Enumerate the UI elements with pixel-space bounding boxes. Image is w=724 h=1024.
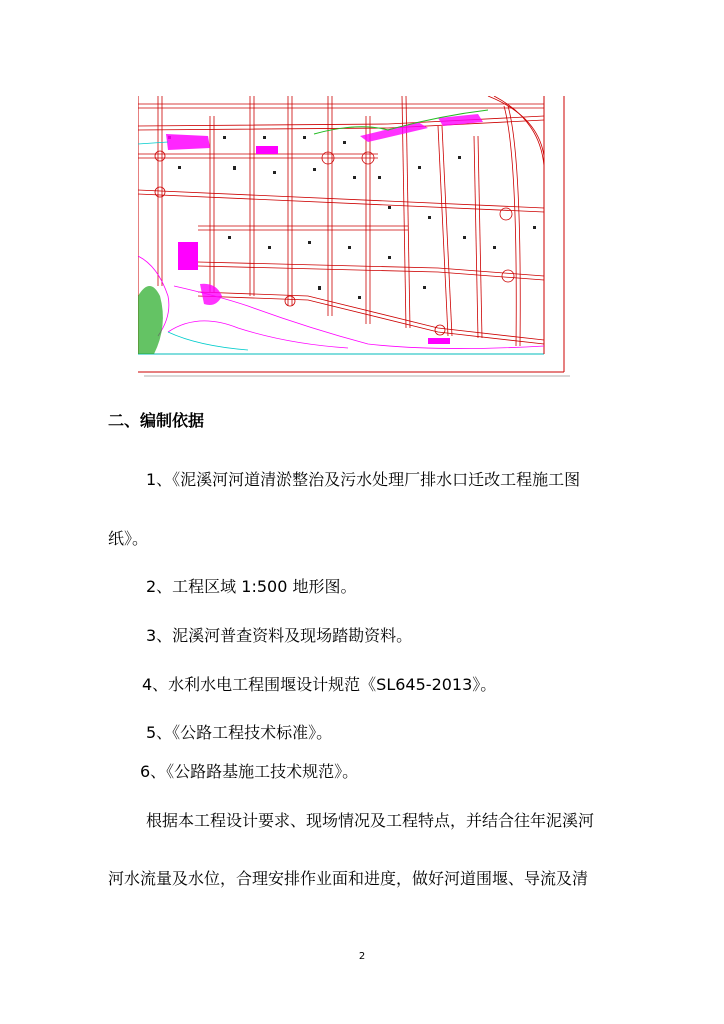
page-number: 2 (358, 951, 366, 962)
basis-item-1-continued: 纸》。 (108, 529, 149, 548)
basis-item-3: 3、泥溪河普查资料及现场踏勘资料。 (146, 626, 413, 645)
paragraph-line-1: 根据本工程设计要求、现场情况及工程特点，并结合往年泥溪河 (146, 811, 595, 830)
site-map-image (138, 96, 570, 378)
section-heading: 二、编制依据 (108, 411, 205, 430)
basis-item-6: 6、《公路路基施工技术规范》。 (140, 762, 359, 781)
basis-item-4: 4、水利水电工程围堰设计规范《SL645-2013》。 (142, 675, 497, 694)
basis-item-1: 1、《泥溪河河道清淤整治及污水处理厂排水口迁改工程施工图 (146, 470, 581, 489)
basis-item-5: 5、《公路工程技术标准》。 (146, 723, 333, 742)
basis-item-2: 2、工程区域 1:500 地形图。 (146, 577, 357, 596)
paragraph-line-2: 河水流量及水位，合理安排作业面和进度，做好河道围堰、导流及清 (108, 869, 589, 888)
